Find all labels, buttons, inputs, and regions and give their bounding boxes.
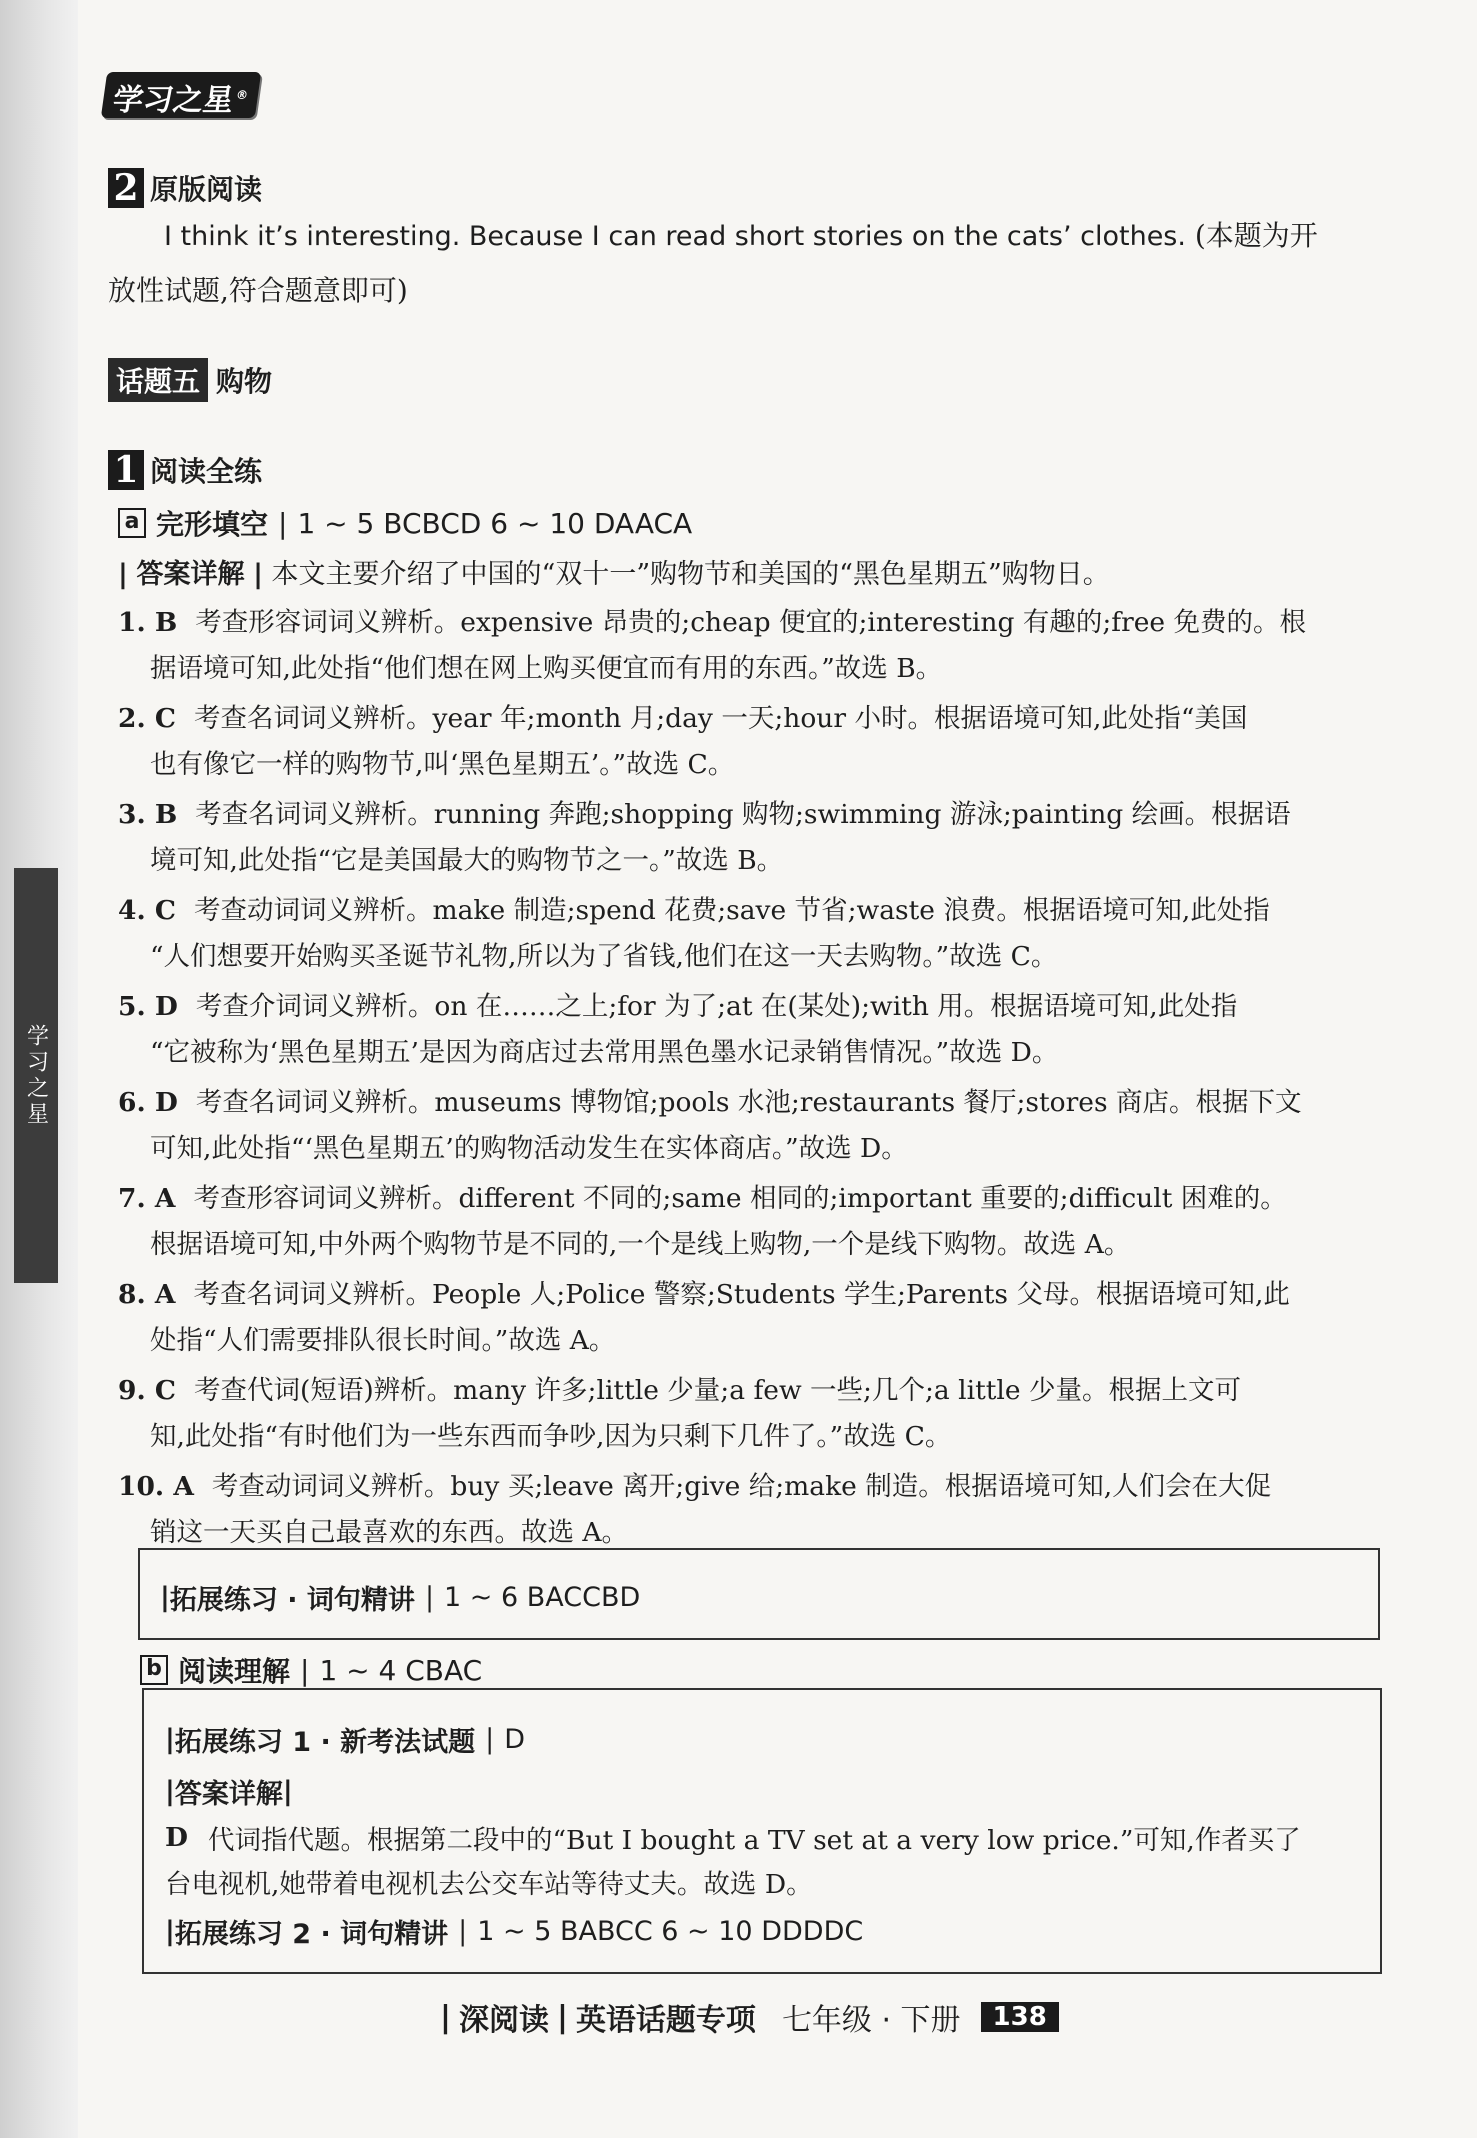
page-number: 138: [981, 2002, 1059, 2032]
question-item: [118, 1080, 1418, 1172]
extension-b-detail-text1: 代词指代题。根据第二段中的“But I bought a TV set at a very low price.”可知,作者买了: [207, 1825, 1301, 1856]
extension-b-detail-label: 答案详解: [174, 1779, 283, 1810]
question-text: 考查形容词词义辨析。different 不同的;same 相同的;important 重要的;difficult 困难的。: [193, 1183, 1287, 1214]
question-number: 8. A: [118, 1279, 176, 1310]
question-line-2: “人们想要开始购买圣诞节礼物,所以为了省钱,他们在这一天去购物。”故选 C。: [150, 941, 1058, 972]
question-number: 9. C: [118, 1375, 176, 1406]
question-item: [118, 792, 1418, 884]
part-a-title: 完形填空: [156, 508, 269, 541]
extension-a-answers: 1 ~ 6 BACCBD: [444, 1582, 641, 1613]
question-line-1: [118, 600, 1418, 646]
question-line-2: 也有像它一样的购物节,叫‘黑色星期五’。”故选 C。: [150, 749, 735, 780]
question-number: 1. B: [118, 607, 178, 638]
question-number: 5. D: [118, 991, 178, 1022]
question-line-2: 据语境可知,此处指“他们想在网上购买便宜而有用的东西。”故选 B。: [150, 653, 943, 684]
topic-heading: [108, 358, 272, 402]
question-item: [118, 984, 1418, 1076]
question-line-1: [118, 1464, 1418, 1510]
section-2-text-en: I think it’s interesting. Because I can read short stories on the cats’ clothes.: [164, 221, 1186, 252]
brand-logo: [101, 72, 261, 118]
question-text: 考查动词词义辨析。make 制造;spend 花费;save 节省;waste 浪费。根据语境可知,此处指: [193, 895, 1270, 926]
footer-subject: 英语话题专项: [575, 2003, 756, 2038]
question-number: 10. A: [118, 1471, 194, 1502]
part-a-letter: a: [118, 508, 146, 538]
extension-b1-label: 拓展练习 1 · 新考法试题: [174, 1727, 476, 1758]
question-line-2: 处指“人们需要排队很长时间。”故选 A。: [150, 1325, 616, 1356]
question-item: [118, 888, 1418, 980]
extension-b2-label: 拓展练习 2 · 词句精讲: [174, 1919, 449, 1950]
question-number: 2. C: [118, 703, 176, 734]
footer-series: 深阅读: [458, 2003, 549, 2038]
question-line-1: [118, 984, 1418, 1030]
extension-b2-line: | 拓展练习 2 · 词句精讲 | 1 ~ 5 BABCC 6 ~ 10 DDDDC: [165, 1912, 863, 1951]
extension-a-line: | 拓展练习 · 词句精讲 | 1 ~ 6 BACCBD: [160, 1578, 640, 1617]
answer-detail-intro: | 答案详解 | 本文主要介绍了中国的“双十一”购物节和美国的“黑色星期五”购物日。: [118, 559, 1110, 590]
question-text: 考查名词词义辨析。year 年;month 月;day 一天;hour 小时。根据语境可知,此处指“美国: [193, 703, 1248, 734]
part-b-answers: 1 ~ 4 CBAC: [319, 1653, 483, 1687]
section-2-title: 原版阅读: [150, 173, 263, 206]
question-line-1: [118, 888, 1418, 934]
question-line-2: 知,此处指“有时他们为一些东西而争吵,因为只剩下几件了。”故选 C。: [150, 1421, 952, 1452]
section-2-heading: [108, 168, 262, 208]
part-b-title: 阅读理解: [178, 1655, 291, 1688]
question-line-2: 根据语境可知,中外两个购物节是不同的,一个是线上购物,一个是线下购物。故选 A。: [150, 1229, 1131, 1260]
part-b-letter: b: [140, 1655, 168, 1685]
section-1-number: 1: [108, 450, 144, 490]
question-line-2: “它被称为‘黑色星期五’是因为商店过去常用黑色墨水记录销售情况。”故选 D。: [150, 1037, 1059, 1068]
question-line-1: [118, 1080, 1418, 1126]
question-text: 考查名词词义辨析。People 人;Police 警察;Students 学生;Parents 父母。根据语境可知,此: [193, 1279, 1290, 1310]
question-item: [118, 1176, 1418, 1268]
question-line-2: 销这一天买自己最喜欢的东西。故选 A。: [150, 1517, 629, 1548]
question-line-2: 境可知,此处指“它是美国最大的购物节之一。”故选 B。: [150, 845, 784, 876]
logo-text: 学习之星: [110, 83, 236, 118]
extension-b1-line: | 拓展练习 1 · 新考法试题 | D: [165, 1720, 525, 1759]
answer-detail-text: 本文主要介绍了中国的“双十一”购物节和美国的“黑色星期五”购物日。: [271, 559, 1110, 590]
question-number: 6. D: [118, 1087, 178, 1118]
question-item: [118, 1368, 1418, 1460]
question-item: [118, 1464, 1418, 1556]
question-text: 考查名词词义辨析。running 奔跑;shopping 购物;swimming 游泳;painting 绘画。根据语: [195, 799, 1291, 830]
divider: |: [278, 506, 288, 540]
extension-b1-answer: D: [504, 1724, 526, 1755]
question-line-2: 可知,此处指“‘黑色星期五’的购物活动发生在实体商店。”故选 D。: [150, 1133, 908, 1164]
answer-detail-label: 答案详解: [136, 559, 245, 590]
extension-b-detail-line1: [165, 1818, 1301, 1857]
extension-b2-answers: 1 ~ 5 BABCC 6 ~ 10 DDDDC: [477, 1916, 864, 1947]
section-2-number: 2: [108, 168, 144, 208]
question-line-1: [118, 1368, 1418, 1414]
logo-mark: ®: [235, 88, 249, 102]
question-number: 7. A: [118, 1183, 176, 1214]
question-item: [118, 1272, 1418, 1364]
question-text: 考查介词词义辨析。on 在……之上;for 为了;at 在(某处);with 用。根据语境可知,此处指: [195, 991, 1238, 1022]
footer-grade: 七年级 · 下册: [781, 2003, 961, 2038]
question-number: 3. B: [118, 799, 178, 830]
side-tab: 学习之星: [14, 868, 58, 1283]
section-2-text: [108, 213, 1398, 260]
extension-a-label: 拓展练习 · 词句精讲: [169, 1585, 415, 1616]
question-text: 考查代词(短语)辨析。many 许多;little 少量;a few 一些;几个;a little 少量。根据上文可: [193, 1375, 1241, 1406]
section-2-text-cont: 放性试题,符合题意即可): [108, 274, 408, 307]
question-item: [118, 600, 1418, 692]
extension-b-detail-letter: D: [165, 1822, 188, 1853]
question-line-1: [118, 696, 1418, 742]
topic-title: 购物: [216, 365, 273, 398]
section-2-text-cn1: (本题为开: [1194, 219, 1318, 252]
question-text: 考查形容词词义辨析。expensive 昂贵的;cheap 便宜的;interesting 有趣的;free 免费的。根: [195, 607, 1307, 638]
part-a-answers: 1 ~ 5 BCBCD 6 ~ 10 DAACA: [297, 506, 693, 540]
part-a-heading: [118, 503, 692, 543]
extension-b-detail-line2: 台电视机,她带着电视机去公交车站等待丈夫。故选 D。: [165, 1869, 813, 1900]
question-text: 考查名词词义辨析。museums 博物馆;pools 水池;restaurants 餐厅;stores 商店。根据下文: [195, 1087, 1302, 1118]
section-1-title: 阅读全练: [150, 455, 263, 488]
question-item: [118, 696, 1418, 788]
question-line-1: [118, 1272, 1418, 1318]
question-text: 考查动词词义辨析。buy 买;leave 离开;give 给;make 制造。根据语境可知,人们会在大促: [211, 1471, 1272, 1502]
question-line-1: [118, 792, 1418, 838]
topic-box: 话题五: [108, 358, 208, 402]
section-1-heading: [108, 450, 262, 490]
question-number: 4. C: [118, 895, 176, 926]
extension-b-detail-heading: | 答案详解 |: [165, 1772, 293, 1811]
part-b-heading: b 阅读理解 | 1 ~ 4 CBAC: [140, 1650, 482, 1690]
question-line-1: [118, 1176, 1418, 1222]
page-footer: | 深阅读 | 英语话题专项 七年级 · 下册 138: [440, 1995, 1059, 2039]
